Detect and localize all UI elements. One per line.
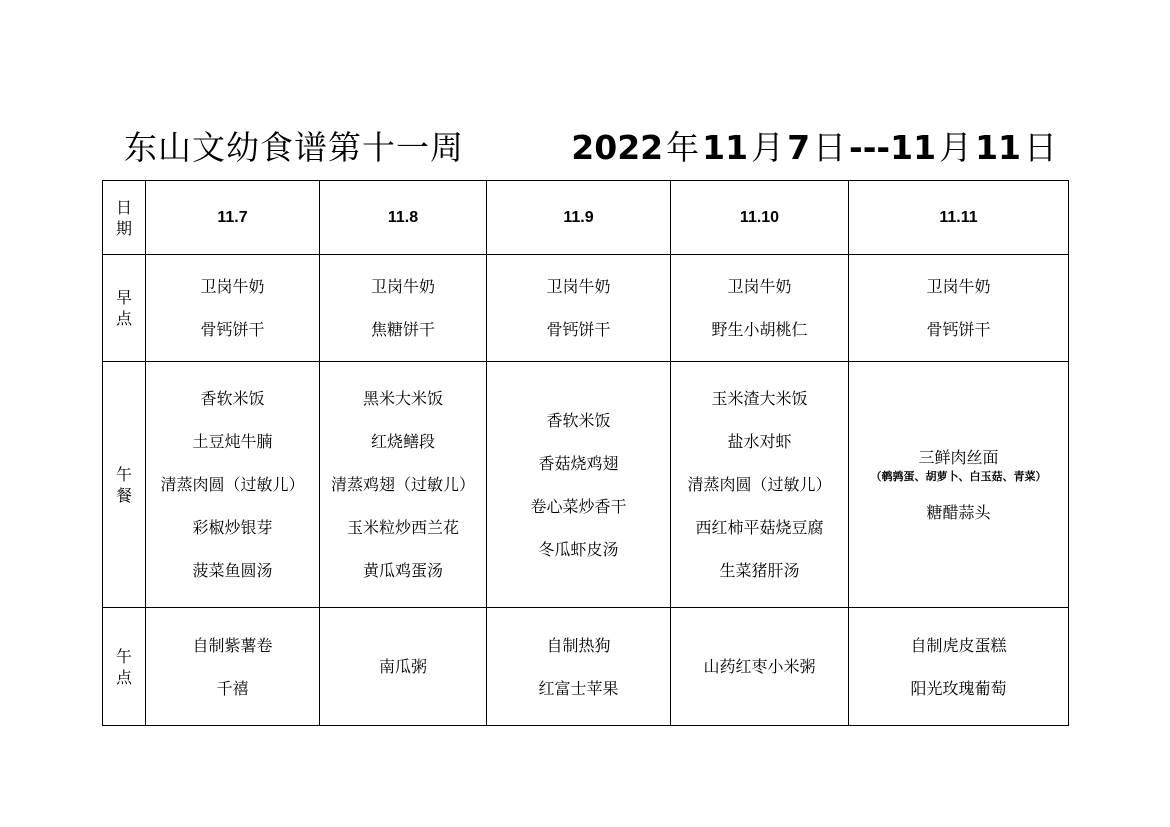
- breakfast-cell: [487, 255, 671, 362]
- dish: 千禧: [216, 678, 249, 698]
- dish: 清蒸肉圆（过敏儿）: [687, 475, 832, 494]
- year-unit: 年: [666, 128, 700, 167]
- snack-row: [103, 608, 1069, 726]
- breakfast-row: [103, 255, 1069, 362]
- dish: 菠菜鱼圆汤: [192, 561, 273, 580]
- dish: 清蒸肉圆（过敏儿）: [160, 475, 305, 494]
- dish: 三鲜肉丝面: [918, 447, 999, 467]
- dish: 西红柿平菇烧豆腐: [695, 518, 824, 537]
- breakfast-cell: [146, 255, 320, 362]
- breakfast-cell: [671, 255, 849, 362]
- date-separator: ---: [849, 128, 891, 167]
- dish: 骨钙饼干: [546, 320, 611, 339]
- dish: 土豆炖牛腩: [192, 432, 273, 451]
- dish: 骨钙饼干: [200, 320, 265, 339]
- dish: 卫岗牛奶: [370, 277, 435, 296]
- date-cell: 11.9: [487, 181, 671, 255]
- dish: 自制热狗: [546, 635, 611, 655]
- dish: 南瓜粥: [378, 657, 427, 676]
- date-cell: 11.7: [146, 181, 320, 255]
- dish: 卫岗牛奶: [546, 277, 611, 296]
- date-cell: 11.11: [849, 181, 1069, 255]
- month-unit-2: 月: [939, 128, 973, 167]
- breakfast-cell: [849, 255, 1069, 362]
- dish: 香软米饭: [200, 389, 265, 408]
- start-day: 7: [787, 128, 811, 167]
- snack-cell: [320, 608, 487, 726]
- dish: 卫岗牛奶: [926, 277, 991, 296]
- dish: 野生小胡桃仁: [711, 320, 808, 339]
- dish: 玉米粒炒西兰花: [346, 518, 459, 537]
- lunch-cell: [849, 362, 1069, 608]
- date-cell: 11.10: [671, 181, 849, 255]
- dish: 冬瓜虾皮汤: [538, 539, 619, 559]
- dish: 清蒸鸡翅（过敏儿）: [330, 475, 475, 494]
- dish: 黑米大米饭: [362, 389, 443, 408]
- dish: 阳光玫瑰葡萄: [910, 678, 1007, 698]
- day-unit: 日: [813, 128, 847, 167]
- date-row: [103, 181, 1069, 255]
- lunch-cell: [320, 362, 487, 608]
- dish: 卫岗牛奶: [200, 277, 265, 296]
- end-month: 11: [890, 128, 937, 167]
- dish: 骨钙饼干: [926, 320, 991, 339]
- lunch-row: [103, 362, 1069, 608]
- lunch-cell: [487, 362, 671, 608]
- dish: 山药红枣小米粥: [703, 657, 816, 676]
- dish: 香菇烧鸡翅: [538, 453, 619, 473]
- snack-row-label: 午 点: [103, 608, 146, 726]
- dish: 红烧鳝段: [370, 432, 435, 451]
- dish: 盐水对虾: [727, 432, 792, 451]
- snack-cell: [671, 608, 849, 726]
- dish: 卷心菜炒香干: [530, 496, 627, 516]
- start-month: 11: [702, 128, 749, 167]
- lunch-cell: [146, 362, 320, 608]
- page-header: [0, 124, 1170, 172]
- dish: 生菜猪肝汤: [719, 561, 800, 580]
- lunch-cell: [671, 362, 849, 608]
- snack-cell: [487, 608, 671, 726]
- breakfast-cell: [320, 255, 487, 362]
- menu-title: 东山文幼食谱第十一周: [124, 128, 464, 167]
- month-unit: 月: [751, 128, 785, 167]
- year: 2022: [571, 128, 664, 167]
- snack-cell: [849, 608, 1069, 726]
- dish: 彩椒炒银芽: [192, 518, 273, 537]
- day-unit-2: 日: [1024, 128, 1057, 167]
- dish: 玉米渣大米饭: [711, 389, 808, 408]
- breakfast-row-label: 早 点: [103, 255, 146, 362]
- menu-table: [102, 180, 1069, 726]
- dish: 黄瓜鸡蛋汤: [362, 561, 443, 580]
- lunch-row-label: 午 餐: [103, 362, 146, 608]
- date-row-label: 日 期: [103, 181, 146, 255]
- dish: 糖醋蒜头: [926, 502, 991, 522]
- date-cell: 11.8: [320, 181, 487, 255]
- dish: 自制紫薯卷: [192, 635, 273, 655]
- end-day: 11: [975, 128, 1021, 167]
- date-range: [571, 124, 1060, 172]
- dish: 焦糖饼干: [370, 320, 435, 339]
- dish: 红富士苹果: [538, 678, 619, 698]
- dish-ingredients-note: （鹌鹑蛋、胡萝卜、白玉菇、青菜）: [870, 469, 1047, 483]
- dish: 卫岗牛奶: [727, 277, 792, 296]
- dish: 自制虎皮蛋糕: [910, 635, 1007, 655]
- dish: 香软米饭: [546, 410, 611, 430]
- snack-cell: [146, 608, 320, 726]
